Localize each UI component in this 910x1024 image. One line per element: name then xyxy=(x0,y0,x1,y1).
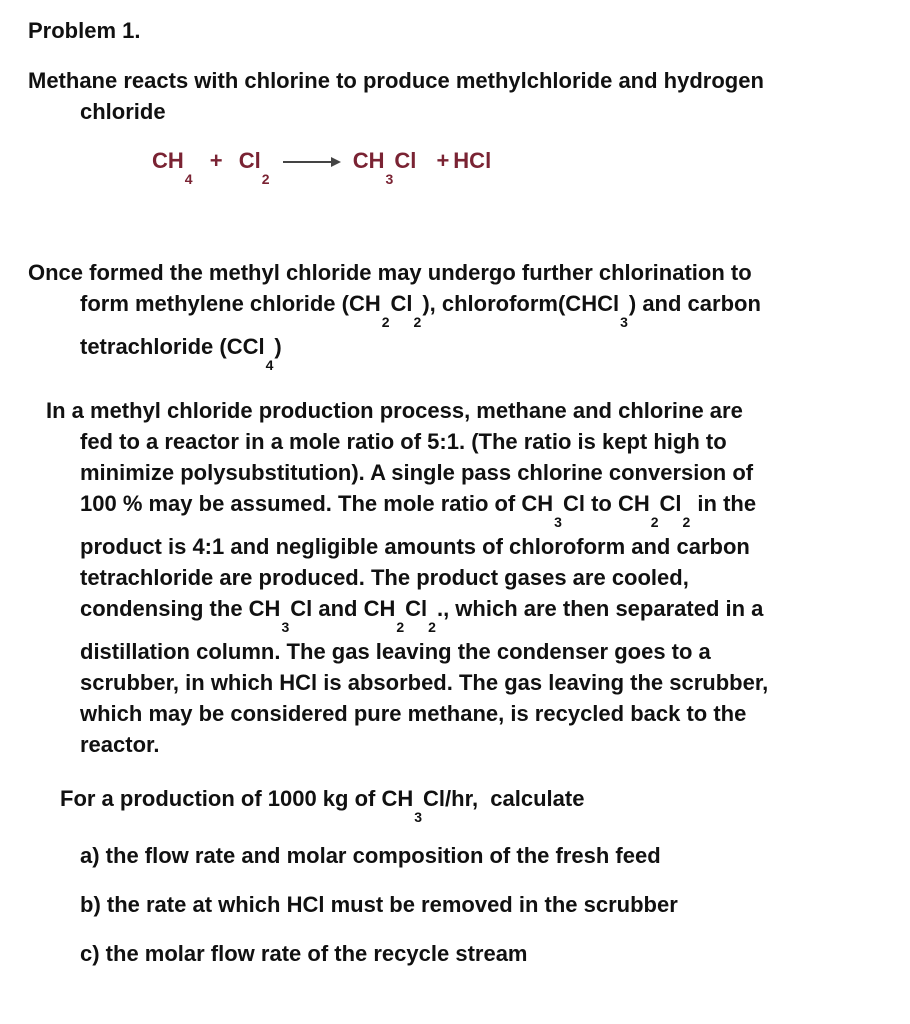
process-text: Cl xyxy=(659,491,682,516)
production-subscript: 3 xyxy=(414,809,423,825)
production-line xyxy=(60,783,585,825)
process-line-4 xyxy=(46,488,768,530)
process-subscript: 3 xyxy=(281,619,290,635)
equation-product-methylchloride-a: CH xyxy=(352,148,385,173)
process-line-3: minimize polysubstitution). A single pass chlorine conversion of xyxy=(80,460,754,485)
equation-product-hcl: HCl xyxy=(453,148,492,173)
process-subscript: 2 xyxy=(650,514,659,530)
equation-subscript: 4 xyxy=(184,171,193,187)
further-chlorination-paragraph xyxy=(28,257,761,373)
further-text: form methylene chloride (CH xyxy=(80,291,381,316)
process-text: in the xyxy=(691,491,757,516)
reaction-equation xyxy=(152,148,492,187)
equation-product-methylchloride-b: Cl xyxy=(394,148,417,173)
further-text: ), chloroform(CHCl xyxy=(422,291,620,316)
process-subscript: 2 xyxy=(682,514,691,530)
further-text: tetrachloride (CCl xyxy=(80,334,265,359)
further-line-2 xyxy=(28,288,761,330)
process-line-5: product is 4:1 and negligible amounts of chloroform and carbon xyxy=(80,534,750,559)
further-subscript: 2 xyxy=(381,314,390,330)
process-text: Cl and CH xyxy=(290,596,396,621)
process-text: Cl xyxy=(405,596,428,621)
equation-subscript: 3 xyxy=(385,171,394,187)
process-subscript: 2 xyxy=(396,619,405,635)
process-line-6: tetrachloride are produced. The product gases are cooled, xyxy=(80,565,689,590)
process-subscript: 2 xyxy=(428,619,436,635)
further-subscript: 2 xyxy=(413,314,422,330)
further-subscript: 4 xyxy=(265,357,274,373)
process-text: Cl to CH xyxy=(562,491,650,516)
further-text: Cl xyxy=(390,291,413,316)
process-paragraph xyxy=(46,395,768,760)
equation-subscript: 2 xyxy=(261,171,270,187)
process-line-7 xyxy=(46,593,768,635)
process-text: condensing the CH xyxy=(80,596,281,621)
further-text: ) and carbon xyxy=(628,291,761,316)
equation-reactant-methane: CH xyxy=(152,148,184,173)
further-text: ) xyxy=(274,334,282,359)
equation-plus: + xyxy=(436,148,450,173)
process-line-9: scrubber, in which HCl is absorbed. The gas leaving the scrubber, xyxy=(80,670,769,695)
problem-title: Problem 1. xyxy=(28,18,141,43)
production-statement xyxy=(60,783,585,825)
process-text: 100 % may be assumed. The mole ratio of CH xyxy=(80,491,554,516)
process-subscript: 3 xyxy=(554,514,562,530)
process-text: ., which are then separated in a xyxy=(436,596,764,621)
production-text: Cl/hr, calculate xyxy=(423,786,585,811)
process-line-8: distillation column. The gas leaving the condenser goes to a xyxy=(80,639,711,664)
process-line-10: which may be considered pure methane, is recycled back to the xyxy=(80,701,747,726)
process-line-1: In a methyl chloride production process, methane and chlorine are xyxy=(46,398,743,423)
intro-line-2: chloride xyxy=(80,99,166,124)
intro-paragraph xyxy=(28,65,764,127)
question-a: a) the flow rate and molar composition of the fresh feed xyxy=(80,843,661,868)
further-line-3 xyxy=(28,331,761,373)
question-b: b) the rate at which HCl must be removed in the scrubber xyxy=(80,892,678,917)
further-line-1: Once formed the methyl chloride may undergo further chlorination to xyxy=(28,260,752,285)
reaction-arrow-icon xyxy=(283,157,341,167)
process-line-11: reactor. xyxy=(80,732,160,757)
intro-line-1: Methane reacts with chlorine to produce methylchloride and hydrogen xyxy=(28,68,764,93)
production-text: For a production of 1000 kg of CH xyxy=(60,786,414,811)
further-subscript: 3 xyxy=(620,314,628,330)
equation-plus: + xyxy=(209,148,223,173)
question-c: c) the molar flow rate of the recycle stream xyxy=(80,941,528,966)
process-line-2: fed to a reactor in a mole ratio of 5:1. (The ratio is kept high to xyxy=(80,429,727,454)
equation-reactant-chlorine: Cl xyxy=(238,148,261,173)
